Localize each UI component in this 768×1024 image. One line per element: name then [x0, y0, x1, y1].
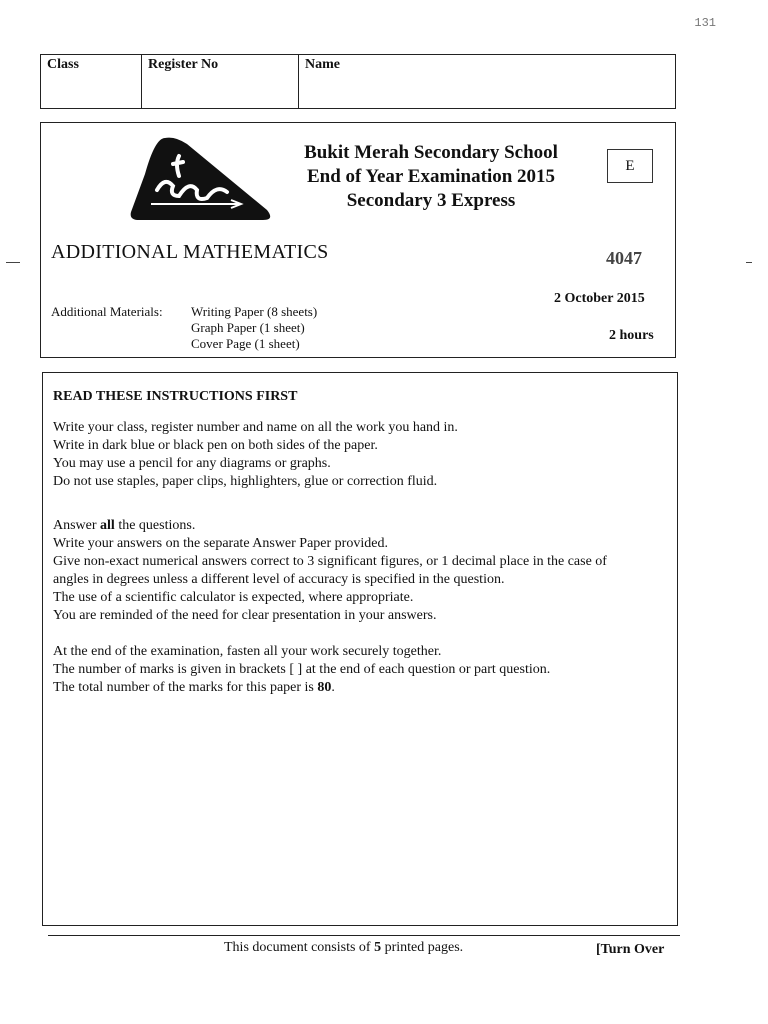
page-count: 5 [374, 940, 382, 955]
text-part: Answer [53, 518, 101, 533]
page-number: 131 [694, 16, 716, 30]
total-marks: 80 [317, 680, 332, 695]
instruction-line: angles in degrees unless a different level of accuracy is specified in the question. [53, 572, 505, 587]
instruction-line: Write in dark blue or black pen on both sides of the paper. [53, 438, 378, 453]
text-part: This document consists of [224, 940, 375, 955]
text-part: The total number of the marks for this paper is [53, 680, 318, 695]
subject-code: 4047 [606, 248, 642, 268]
level-name: Secondary 3 Express [346, 190, 516, 211]
materials-label: Additional Materials: [51, 304, 163, 319]
name-label: Name [305, 57, 340, 72]
register-label: Register No [148, 57, 219, 72]
instruction-line: The use of a scientific calculator is expected, where appropriate. [53, 590, 414, 605]
instruction-line: The number of marks is given in brackets [ ] at the end of each question or part question. [53, 662, 551, 677]
instruction-line: Give non-exact numerical answers correct to 3 significant figures, or 1 decimal place in the case of [53, 554, 607, 569]
instruction-line: At the end of the examination, fasten all your work securely together. [53, 644, 442, 659]
school-name: Bukit Merah Secondary School [304, 142, 558, 163]
text-part: the questions. [114, 518, 196, 533]
text-part: . [331, 680, 335, 695]
instructions-paragraph-2 [53, 517, 673, 625]
instruction-line [53, 679, 673, 697]
text-part: printed pages. [381, 940, 464, 955]
subject-title: ADDITIONAL MATHEMATICS [51, 241, 329, 263]
paper-code-box [607, 149, 653, 183]
instruction-line: Write your class, register number and name on all the work you hand in. [53, 420, 458, 435]
school-logo [127, 134, 275, 222]
footer-rule [48, 935, 680, 936]
materials-list [191, 304, 317, 352]
instructions-title: READ THESE INSTRUCTIONS FIRST [53, 389, 298, 404]
turn-over-note: [Turn Over [596, 942, 665, 957]
register-cell [142, 55, 299, 108]
exam-date: 2 October 2015 [554, 291, 645, 306]
school-title [261, 141, 601, 213]
instruction-line: You are reminded of the need for clear presentation in your answers. [53, 608, 437, 623]
instructions-paragraph-1 [53, 419, 673, 491]
instruction-line: Write your answers on the separate Answer Paper provided. [53, 536, 388, 551]
exam-duration: 2 hours [609, 328, 654, 343]
instructions-box [42, 372, 678, 926]
material-item: Graph Paper (1 sheet) [191, 320, 305, 335]
material-item: Writing Paper (8 sheets) [191, 304, 318, 319]
instruction-line: Do not use staples, paper clips, highlighters, glue or correction fluid. [53, 474, 438, 489]
class-cell [41, 55, 142, 108]
student-info-table [40, 54, 676, 109]
class-label: Class [47, 57, 79, 72]
page-count-note [224, 940, 463, 956]
instructions-paragraph-3 [53, 643, 673, 697]
exam-header [40, 122, 676, 358]
material-item: Cover Page (1 sheet) [191, 336, 300, 351]
instruction-line [53, 517, 673, 535]
emphasis-all: all [100, 518, 115, 533]
scan-mark [6, 262, 20, 263]
paper-code-letter: E [625, 157, 635, 174]
exam-name: End of Year Examination 2015 [306, 166, 556, 187]
scan-mark [746, 262, 752, 263]
instruction-line: You may use a pencil for any diagrams or graphs. [53, 456, 331, 471]
name-cell [299, 55, 675, 108]
